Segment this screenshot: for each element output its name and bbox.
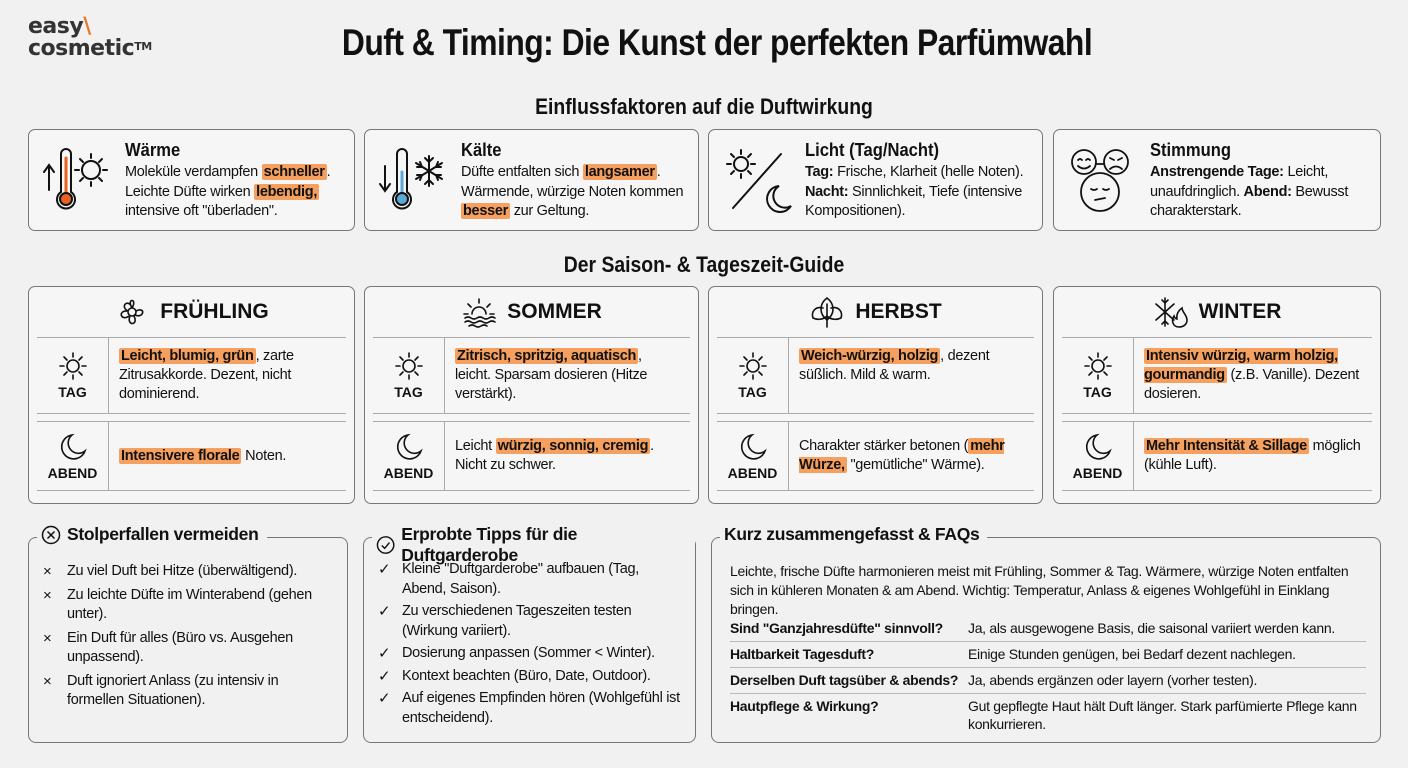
highlight: Weich-würzig, holzig (801, 348, 939, 364)
tips-box (363, 524, 696, 743)
faq-question: Sind "Ganzjahresdüfte" sinnvoll? (730, 620, 943, 636)
highlight: würzig, sonnig, cremig (497, 438, 649, 454)
season-card-autumn (708, 286, 1043, 504)
day-description: Weich-würzig, holzig , dezent süßlich. Mild & warm. (799, 348, 990, 383)
day-label: TAG (1083, 384, 1112, 400)
faq-row (730, 616, 1366, 642)
trademark: TM (134, 40, 152, 53)
list-item: ✓ Auf eigenes Empfinden hören (Wohlgefühl ist entscheidend). (378, 690, 680, 726)
circle-x-icon (41, 525, 61, 545)
faq-row (730, 694, 1366, 737)
season-card-spring (28, 286, 355, 504)
season-name: HERBST (855, 300, 942, 323)
x-icon: × (43, 629, 52, 647)
brand-slash: \ (83, 14, 91, 39)
pitfalls-title: Stolperfallen vermeiden (67, 524, 259, 544)
highlight: schneller (263, 164, 325, 180)
faq-row (730, 642, 1366, 668)
factor-title: Licht (Tag/Nacht) (805, 140, 940, 160)
faq-box (711, 524, 1381, 743)
brand-line2: cosmetic (28, 36, 135, 61)
faq-question: Haltbarkeit Tagesduft? (730, 646, 875, 662)
list-item: × Ein Duft für alles (Büro vs. Ausgehen unpassend). (43, 629, 293, 665)
list-item: ✓ Kleine "Duftgarderobe" aufbauen (Tag, Abend, Saison). (378, 561, 640, 597)
faq-question: Hautpflege & Wirkung? (730, 698, 879, 714)
x-icon: × (43, 672, 52, 690)
check-icon: ✓ (378, 667, 391, 685)
tips-list (378, 560, 685, 731)
evening-label: ABEND (47, 464, 98, 481)
moon-icon (58, 432, 88, 462)
evening-label: ABEND (1072, 464, 1123, 481)
factor-card-warmth (28, 129, 355, 231)
page-title: Duft & Timing: Die Kunst der perfekten Parfümwahl (341, 22, 1093, 63)
factor-description: Anstrengende Tage: Leicht, unaufdringlich. Abend: Bewusst charakterstark. (1150, 164, 1349, 219)
faq-question: Derselben Duft tagsüber & abends? (730, 672, 959, 688)
day-label: TAG (394, 384, 423, 400)
sun-icon (58, 351, 88, 381)
evening-description: Charakter stärker betonen ( mehr Würze, "gemütliche" Wärme). (799, 438, 1005, 473)
season-day-row (717, 337, 1034, 414)
sun-icon (1083, 351, 1113, 381)
factor-card-cold (364, 129, 699, 231)
season-card-summer (364, 286, 699, 504)
list-item: ✓ Dosierung anpassen (Sommer < Winter). (378, 645, 655, 662)
season-name: SOMMER (507, 300, 602, 323)
evening-description: Leicht würzig, sonnig, cremig . Nicht zu schwer. (455, 438, 654, 473)
list-item: × Duft ignoriert Anlass (zu intensiv in formellen Situationen). (43, 672, 279, 708)
season-evening-row (37, 421, 346, 491)
highlight: Zitrisch, spritzig, aquatisch (457, 348, 637, 364)
x-icon: × (43, 563, 52, 580)
day-description: Intensiv würzig, warm holzig, gourmandig (z.B. Vanille). Dezent dosieren. (1144, 348, 1360, 402)
factor-card-mood (1053, 129, 1381, 231)
snowflake-flame-icon (1153, 294, 1189, 330)
list-item: × Zu viel Duft bei Hitze (überwältigend). (43, 563, 298, 580)
circle-check-icon (376, 535, 395, 555)
moon-icon (394, 432, 424, 462)
x-icon: × (43, 586, 52, 604)
sun-icon (394, 351, 424, 381)
seasons-section-title: Der Saison- & Tageszeit-Guide (563, 252, 845, 277)
faq-row (730, 668, 1366, 694)
thermometer-up-sun-icon (43, 146, 119, 216)
check-icon: ✓ (378, 645, 391, 662)
season-evening-row (717, 421, 1034, 491)
season-day-row (373, 337, 690, 414)
faq-table (730, 616, 1366, 737)
factor-description: Düfte entfalten sich langsamer . Wärmende, würzige Noten kommen besser zur Geltung. (461, 164, 684, 219)
highlight: langsamer (584, 164, 655, 180)
day-description: Leicht, blumig, grün , zarte Zitrusakkorde. Dezent, nicht dominierend. (119, 348, 294, 402)
season-evening-row (373, 421, 690, 491)
faq-answer: Einige Stunden genügen, bei Bedarf dezent nachlegen. (968, 646, 1296, 662)
thermometer-down-snowflake-icon (379, 146, 455, 216)
highlight: lebendig, (256, 183, 318, 200)
factor-description: Moleküle verdampfen schneller . Leichte Düfte wirken lebendig, intensive oft "überladen". (125, 164, 331, 219)
day-label: TAG (738, 384, 767, 400)
faq-intro: Leichte, frische Düfte harmonieren meist mit Frühling, Sommer & Tag. Wärmere, würzige Noten entfalten sich in kühleren Monaten & am Abend. Wichtig: Temperatur, Anlass & eigenes Wohlgefühl in Einklang bringen. (730, 563, 1349, 617)
brand-line1: easy (28, 14, 84, 39)
factors-section-title: Einflussfaktoren auf die Duftwirkung (535, 94, 873, 119)
faq-answer: Ja, als ausgewogene Basis, die saisonal variiert werden kann. (968, 620, 1335, 636)
day-description: Zitrisch, spritzig, aquatisch , leicht. Sparsam dosieren (Hitze verstärkt). (455, 348, 648, 402)
sun-waves-icon (461, 294, 497, 330)
pitfalls-list (43, 562, 337, 715)
evening-description: Intensivere florale Noten. (121, 447, 287, 464)
moon-icon (1083, 432, 1113, 462)
highlight: Mehr Intensität & Sillage (1146, 438, 1307, 454)
check-icon: ✓ (378, 603, 391, 620)
season-card-winter (1053, 286, 1381, 504)
factor-title: Wärme (125, 140, 181, 160)
evening-label: ABEND (383, 464, 434, 481)
list-item: ✓ Zu verschiedenen Tageszeiten testen (Wirkung variiert). (378, 603, 632, 639)
sun-icon (738, 351, 768, 381)
season-day-row (37, 337, 346, 414)
highlight: Intensiv würzig, warm holzig, gourmandig (1144, 348, 1338, 383)
flower-icon (114, 294, 150, 330)
season-name: WINTER (1198, 300, 1282, 323)
check-icon: ✓ (378, 561, 391, 578)
factor-title: Kälte (461, 140, 502, 160)
list-item: × Zu leichte Düfte im Winterabend (gehen unter). (43, 586, 312, 622)
faq-answer: Ja, abends ergänzen oder layern (vorher testen). (968, 672, 1258, 688)
mood-faces-icon (1068, 146, 1144, 216)
faq-answer: Gut gepflegte Haut hält Duft länger. Stark parfümierte Pflege kann konkurrieren. (968, 698, 1357, 732)
leaf-icon (809, 294, 845, 330)
factor-card-light (708, 129, 1043, 231)
evening-label: ABEND (727, 464, 778, 481)
evening-description: Mehr Intensität & Sillage möglich (kühle Luft). (1144, 438, 1361, 473)
day-label: TAG (58, 384, 87, 400)
check-icon: ✓ (378, 690, 391, 707)
sun-moon-icon (723, 146, 799, 216)
highlight: Leicht, blumig, grün (121, 348, 254, 364)
highlight: besser (463, 203, 508, 219)
season-name: FRÜHLING (160, 300, 269, 323)
highlight: Intensivere florale (121, 447, 240, 464)
faq-title: Kurz zusammengefasst & FAQs (724, 524, 980, 544)
factor-title: Stimmung (1150, 140, 1231, 160)
season-day-row (1062, 337, 1372, 414)
tips-title: Erprobte Tipps für die Duftgarderobe (401, 524, 578, 565)
highlight: mehr Würze, (799, 438, 1005, 473)
list-item: ✓ Kontext beachten (Büro, Date, Outdoor). (378, 667, 651, 685)
moon-icon (738, 432, 768, 462)
pitfalls-box (28, 524, 348, 743)
factor-description: Tag: Frische, Klarheit (helle Noten). Nacht: Sinnlichkeit, Tiefe (intensive Kompositionen). (805, 164, 1024, 219)
season-evening-row (1062, 421, 1372, 491)
